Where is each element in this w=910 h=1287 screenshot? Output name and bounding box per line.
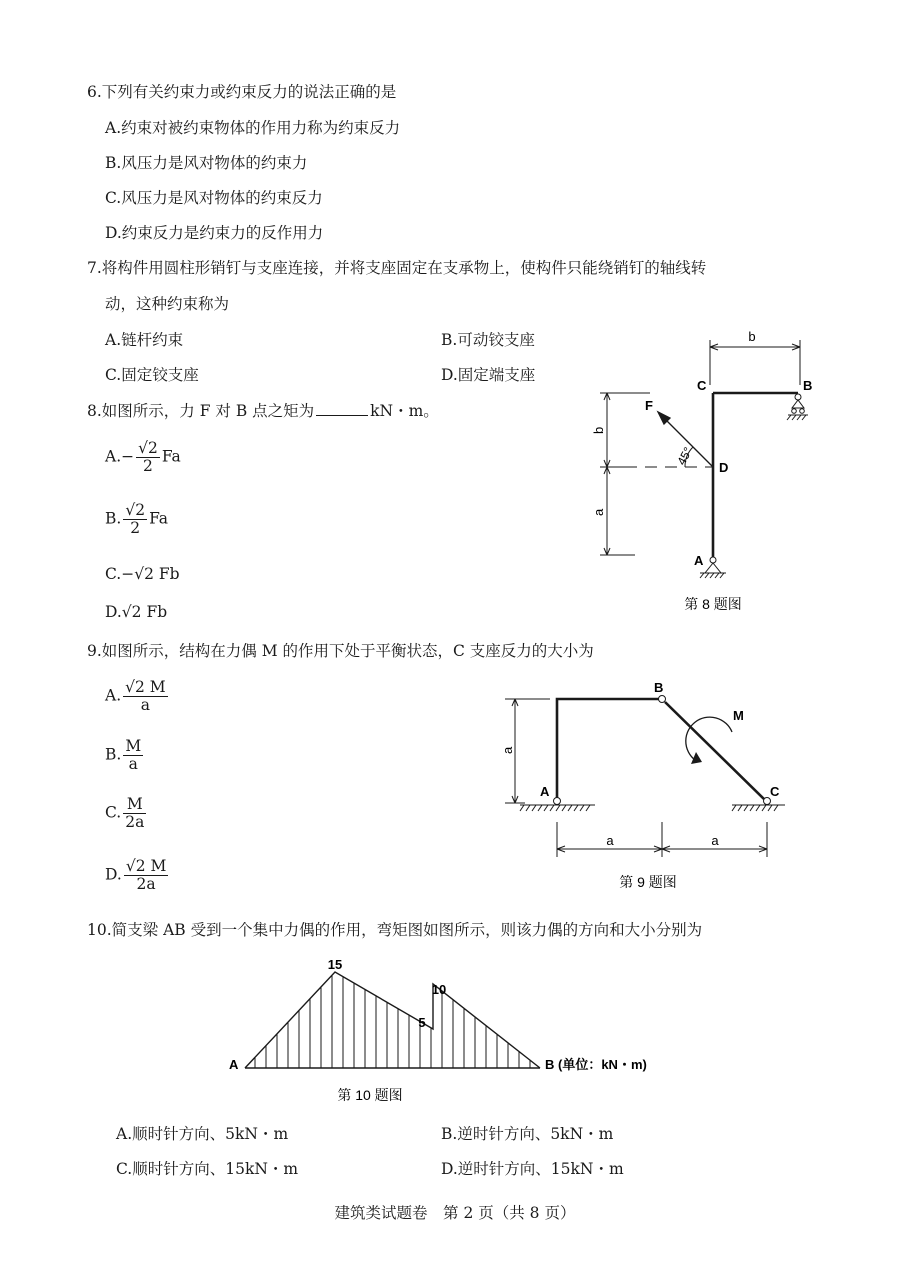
q7-option-b[interactable]: B.可动铰支座 (441, 331, 535, 349)
q6-option-d[interactable]: D.约束反力是约束力的反作用力 (105, 224, 324, 242)
q8-option-d[interactable]: D.√2 Fb (105, 603, 168, 621)
point-b: B (545, 1057, 555, 1072)
q8-option-a[interactable]: A.− $\frac{√2}{2}$ Fa (105, 439, 181, 476)
dim-b-top: b (748, 330, 756, 344)
dim-a1: a (606, 833, 614, 848)
dim-a2: a (711, 833, 719, 848)
q9-option-d[interactable]: D. $\frac{√2 M}{2a}$ (105, 857, 167, 894)
q6-option-c[interactable]: C.风压力是风对物体的约束反力 (105, 189, 323, 207)
q8-option-c[interactable]: C.−√2 Fb (105, 565, 180, 583)
q10-option-a[interactable]: A.顺时针方向、5kN・m (116, 1125, 289, 1143)
dim-a-side: a (591, 508, 606, 516)
point-a: A (694, 553, 704, 568)
q9-option-c[interactable]: C. $\frac{M}{2a}$ (105, 795, 145, 832)
q7-option-d[interactable]: D.固定端支座 (441, 366, 536, 384)
q10-option-b[interactable]: B.逆时针方向、5kN・m (441, 1125, 614, 1143)
q7-stem-line1: 7.将构件用圆柱形销钉与支座连接，并将支座固定在支承物上，使构件只能绕销钉的轴线转 (87, 259, 707, 277)
q7-option-c[interactable]: C.固定铰支座 (105, 366, 199, 384)
figure-10 (225, 952, 695, 1107)
point-c: C (770, 784, 780, 799)
page-footer: 建筑类试题卷 第 2 页（共 8 页） (334, 1204, 576, 1222)
q6-option-a[interactable]: A.约束对被约束物体的作用力称为约束反力 (105, 119, 401, 137)
answer-blank (316, 415, 368, 416)
q10-option-d[interactable]: D.逆时针方向、15kN・m (441, 1160, 624, 1178)
q9-stem: 9.如图所示，结构在力偶 M 的作用下处于平衡状态，C 支座反力的大小为 (87, 642, 594, 660)
point-a: A (540, 784, 550, 799)
angle-label: 45° (674, 444, 696, 468)
caption-fig8: 第 8 题图 (684, 596, 742, 612)
dim-b-side: b (591, 426, 606, 434)
bm-label-10: 10 (431, 982, 447, 997)
unit-label: (单位：kN・m) (558, 1057, 647, 1072)
q9-option-a[interactable]: A. $\frac{√2 M}{a}$ (105, 678, 166, 715)
q6-stem: 6.下列有关约束力或约束反力的说法正确的是 (87, 83, 397, 101)
figure-8 (590, 330, 830, 620)
q10-option-c[interactable]: C.顺时针方向、15kN・m (116, 1160, 299, 1178)
point-c: C (697, 378, 707, 393)
bm-label-15: 15 (327, 957, 343, 972)
force-f: F (645, 398, 653, 413)
q7-option-a[interactable]: A.链杆约束 (105, 331, 184, 349)
moment-m: M (733, 708, 744, 723)
figure-9 (500, 672, 800, 897)
q9-option-b[interactable]: B. $\frac{M}{a}$ (105, 737, 142, 774)
dim-a-side: a (500, 746, 515, 754)
bm-label-5: 5 (418, 1015, 426, 1030)
point-b: B (803, 378, 813, 393)
point-b: B (654, 680, 664, 695)
q8-stem: 8.如图所示，力 F 对 B 点之矩为 kN・m。 (87, 402, 439, 420)
point-d: D (719, 460, 729, 475)
caption-fig9: 第 9 题图 (619, 874, 677, 890)
q10-stem: 10.简支梁 AB 受到一个集中力偶的作用，弯矩图如图所示，则该力偶的方向和大小分别为 (87, 921, 703, 939)
point-a: A (229, 1057, 239, 1072)
q6-option-b[interactable]: B.风压力是风对物体的约束力 (105, 154, 308, 172)
q8-option-b[interactable]: B. $\frac{√2}{2}$ Fa (105, 501, 169, 538)
q7-stem-line2: 动，这种约束称为 (105, 295, 230, 313)
caption-fig10: 第 10 题图 (337, 1087, 403, 1103)
